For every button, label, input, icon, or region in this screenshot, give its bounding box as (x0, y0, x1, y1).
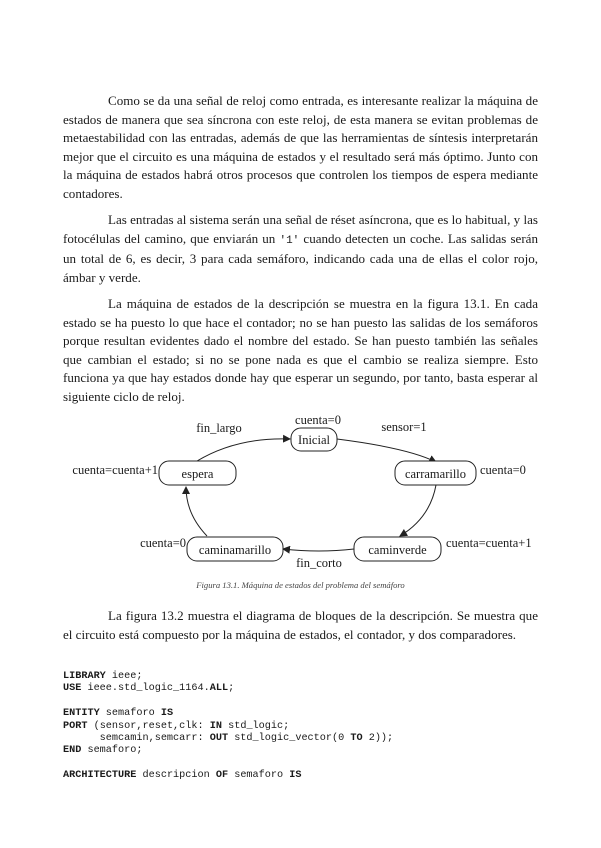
state-carramarillo-label: carramarillo (404, 467, 467, 481)
paragraph-sync-clock: Como se da una señal de reloj como entrada, es interesante realizar la máquina de estados de manera que sea síncrona con este reloj, de esta manera se evitan problemas de metaestabilidad con las entradas, además de que las herramientas de síntesis interpretarán mejor que el circuito es una máquina de estados y el resultado será más óptimo. Junto con la máquina de estados habrá otros procesos que controlen los tiempos de espera mediante contadores. (63, 93, 538, 201)
transition-inicial-to-carramarillo (337, 439, 436, 462)
code-line-port-out (63, 733, 563, 745)
code-keyword: LIBRARY (63, 671, 106, 682)
paragraph-inputs-text-a: Las entradas al sistema serán una señal de réset asíncrona, que es lo habitual, y las fotocélulas del camino, que enviarán un (63, 212, 538, 246)
code-keyword: ENTITY (63, 708, 100, 720)
code-text: 2)); (362, 733, 394, 745)
code-text: semaforo (228, 770, 290, 782)
paragraph-inputs-text-b: cuando detecten un coche. Las salidas serán un total de 6, es decir, 3 para cada semáforo, indicando cada una de ellas el color rojo, ámbar y verde. (63, 230, 538, 285)
action-caminamarillo: cuenta=0 (140, 536, 186, 550)
code-blank-line (63, 696, 563, 708)
code-keyword: ALL (209, 683, 229, 695)
code-text: descripcion (136, 770, 216, 782)
inline-code-one: '1' (279, 234, 300, 247)
state-espera-label: espera (181, 467, 214, 481)
paragraph-state-machine-description: La máquina de estados de la descripción se muestra en la figura 13.1. En cada estado se ha puesto lo que hace el contador; no se han puesto las salidas de los semáforos porque resultan evidentes dado el nombre del estado. Se han puesto también las señales que cambian el estado; si no se pone nada es que el cambio se realiza siempre. Esto funciona ya que hay estados donde hay que esperar un segundo, por tanto, basta esperar al siguiente ciclo de reloj. (63, 296, 538, 404)
code-keyword: IS (160, 708, 174, 720)
code-line-library (63, 671, 563, 683)
condition-fin-largo: fin_largo (196, 421, 242, 435)
transition-caminverde-to-caminamarillo (283, 549, 354, 551)
code-keyword: OF (215, 770, 229, 782)
code-keyword: IS (289, 770, 302, 782)
state-caminverde-label: caminverde (368, 543, 427, 557)
paragraph-inputs-outputs (63, 211, 538, 287)
code-text: semaforo (99, 708, 161, 720)
code-keyword: USE (63, 683, 82, 695)
code-line-architecture (63, 770, 563, 782)
action-inicial: cuenta=0 (295, 413, 341, 427)
code-keyword: OUT (209, 733, 229, 745)
code-line-port (63, 721, 563, 733)
code-line-use (63, 683, 563, 695)
state-inicial-label: Inicial (298, 433, 330, 447)
vhdl-code-listing (63, 671, 563, 783)
action-espera: cuenta=cuenta+1 (72, 463, 158, 477)
action-carramarillo: cuenta=0 (480, 463, 526, 477)
code-text: semcamin,semcarr: (63, 733, 210, 745)
condition-sensor: sensor=1 (381, 420, 427, 434)
code-text: semaforo; (81, 745, 143, 757)
code-keyword: TO (350, 733, 363, 745)
transition-caminamarillo-to-espera (186, 487, 207, 536)
condition-fin-corto: fin_corto (296, 556, 342, 570)
code-keyword: ARCHITECTURE (63, 770, 137, 782)
code-text: ieee; (105, 671, 143, 682)
code-keyword: END (63, 745, 82, 757)
code-text: ; (228, 683, 235, 695)
code-text: std_logic; (221, 720, 290, 732)
code-line-end (63, 745, 563, 757)
code-text: ieee.std_logic_1164. (81, 683, 210, 695)
state-machine-diagram (0, 400, 601, 600)
figure-caption: Figura 13.1. Máquina de estados del problema del semáforo (196, 580, 405, 590)
transition-carramarillo-to-caminverde (400, 485, 436, 536)
code-text: std_logic_vector(0 (228, 733, 351, 745)
transition-espera-to-inicial (197, 439, 290, 461)
code-blank-line (63, 758, 563, 770)
action-caminverde: cuenta=cuenta+1 (446, 536, 532, 550)
paragraph-block-diagram: La figura 13.2 muestra el diagrama de bloques de la descripción. Se muestra que el circuito está compuesto por la máquina de estados, el contador, y dos comparadores. (63, 608, 538, 642)
code-keyword: PORT (63, 720, 88, 732)
code-keyword: IN (209, 720, 222, 732)
code-line-entity (63, 708, 563, 720)
state-caminamarillo-label: caminamarillo (198, 543, 272, 557)
code-text: (sensor,reset,clk: (87, 720, 210, 732)
